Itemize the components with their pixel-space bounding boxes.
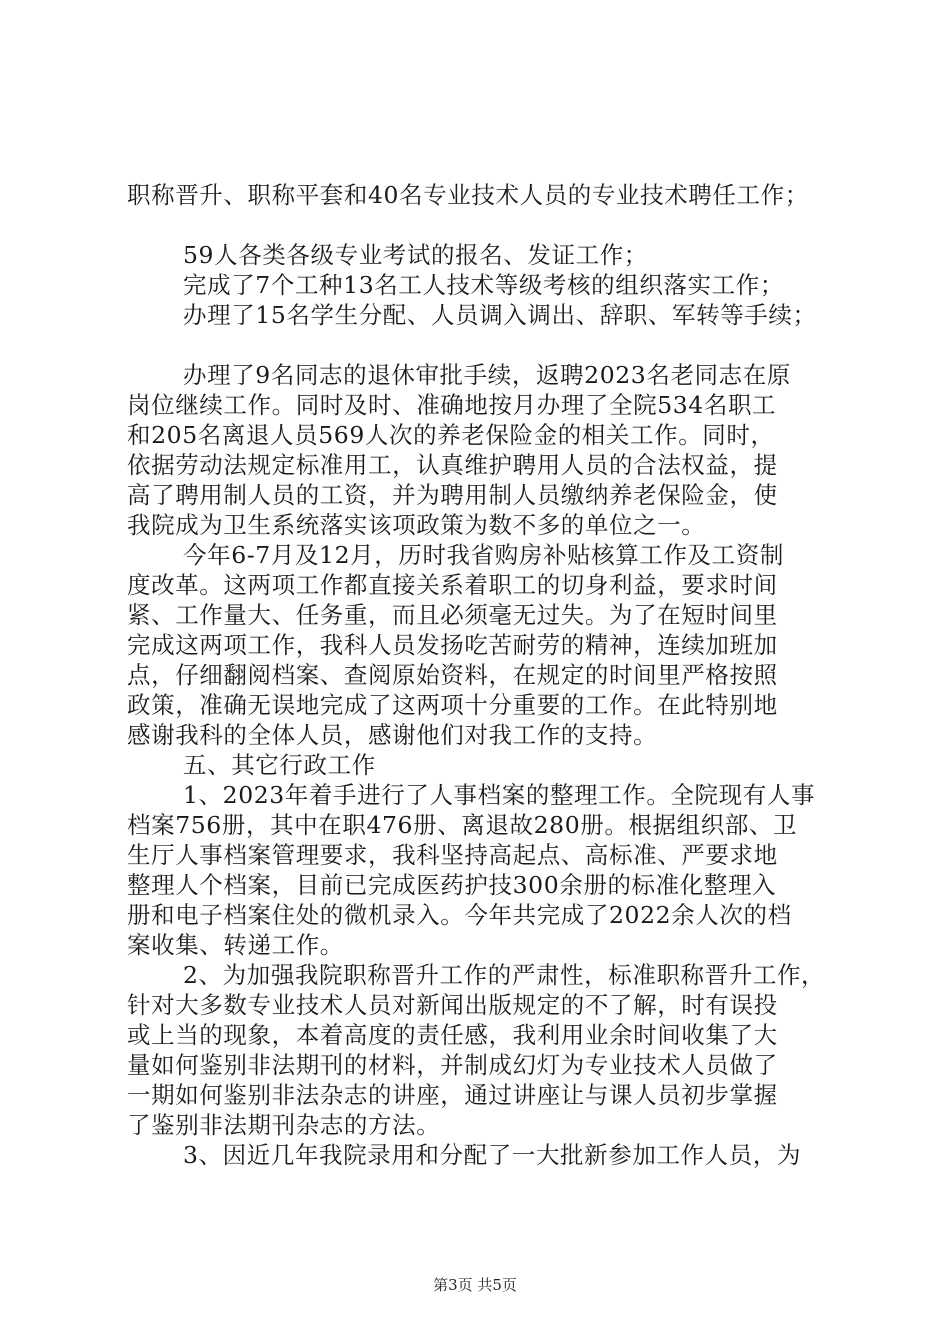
text-line: 紧、工作量大、任务重，而且必须毫无过失。为了在短时间里 xyxy=(127,601,778,629)
text-line: 高了聘用制人员的工资，并为聘用制人员缴纳养老保险金，使 xyxy=(127,481,778,509)
text-line: 今年6-7月及12月，历时我省购房补贴核算工作及工资制 xyxy=(183,541,784,569)
text-line: 量如何鉴别非法期刊的材料，并制成幻灯为专业技术人员做了 xyxy=(127,1051,778,1079)
text-line: 册和电子档案住处的微机录入。今年共完成了2022余人次的档 xyxy=(127,901,792,929)
text-line: 针对大多数专业技术人员对新闻出版规定的不了解，时有误投 xyxy=(127,991,778,1019)
text-line: 感谢我科的全体人员，感谢他们对我工作的支持。 xyxy=(127,721,658,749)
text-line: 岗位继续工作。同时及时、准确地按月办理了全院534名职工 xyxy=(127,391,777,419)
text-line: 完成了7个工种13名工人技术等级考核的组织落实工作； xyxy=(183,271,784,299)
section-heading: 五、其它行政工作 xyxy=(183,751,376,779)
text-line: 办理了15名学生分配、人员调入调出、辞职、军转等手续； xyxy=(183,301,817,329)
text-line: 1、2023年着手进行了人事档案的整理工作。全院现有人事 xyxy=(183,781,816,809)
text-line: 完成这两项工作，我科人员发扬吃苦耐劳的精神，连续加班加 xyxy=(127,631,778,659)
text-line: 办理了9名同志的退休审批手续，返聘2023名老同志在原 xyxy=(183,361,791,389)
text-line: 度改革。这两项工作都直接关系着职工的切身利益，要求时间 xyxy=(127,571,778,599)
text-line: 职称晋升、职称平套和40名专业技术人员的专业技术聘任工作； xyxy=(127,181,809,209)
text-line: 我院成为卫生系统落实该项政策为数不多的单位之一。 xyxy=(127,511,706,539)
text-line: 和205名离退人员569人次的养老保险金的相关工作。同时， xyxy=(127,421,775,449)
text-line: 2、为加强我院职称晋升工作的严肃性，标准职称晋升工作， xyxy=(183,961,826,989)
text-line: 依据劳动法规定标准用工，认真维护聘用人员的合法权益，提 xyxy=(127,451,778,479)
text-line: 了鉴别非法期刊杂志的方法。 xyxy=(127,1111,441,1139)
text-line: 案收集、转递工作。 xyxy=(127,931,344,959)
text-line: 一期如何鉴别非法杂志的讲座，通过讲座让与课人员初步掌握 xyxy=(127,1081,778,1109)
text-line: 59人各类各级专业考试的报名、发证工作； xyxy=(183,241,648,269)
text-line: 3、因近几年我院录用和分配了一大批新参加工作人员，为 xyxy=(183,1141,802,1169)
page-number-footer: 第3页 共5页 xyxy=(433,1276,517,1294)
text-line: 或上当的现象，本着高度的责任感，我利用业余时间收集了大 xyxy=(127,1021,778,1049)
text-line: 点，仔细翻阅档案、查阅原始资料，在规定的时间里严格按照 xyxy=(127,661,778,689)
text-line: 政策，准确无误地完成了这两项十分重要的工作。在此特别地 xyxy=(127,691,778,719)
text-line: 档案756册，其中在职476册、离退故280册。根据组织部、卫 xyxy=(127,811,798,839)
text-line: 整理人个档案，目前已完成医药护技300余册的标准化整理入 xyxy=(127,871,777,899)
text-line: 生厅人事档案管理要求，我科坚持高起点、高标准、严要求地 xyxy=(127,841,778,869)
